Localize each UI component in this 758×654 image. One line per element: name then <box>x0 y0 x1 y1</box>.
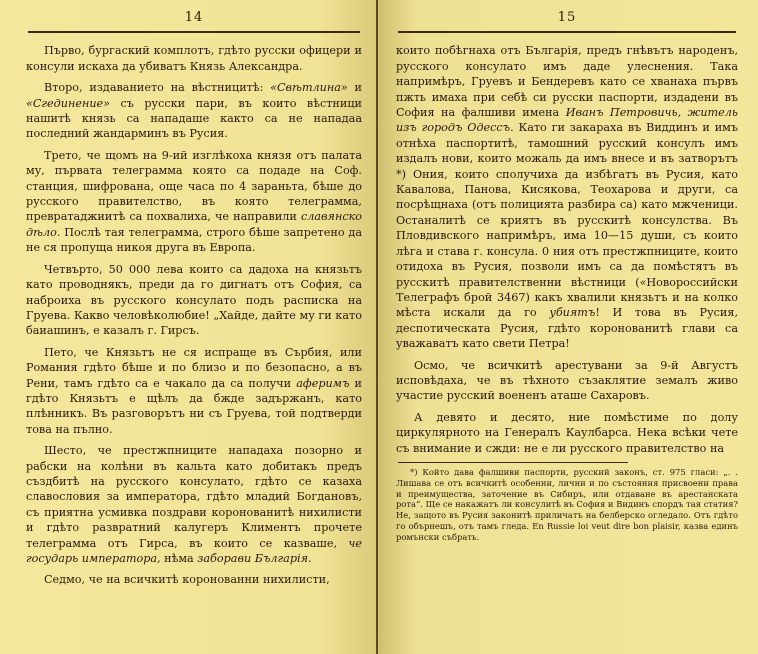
paragraph <box>396 410 738 456</box>
paragraph <box>26 43 362 74</box>
text-run: Шесто, че престжпниците нападаха позорно и рабски на колѣни въ кальта като добитакъ предъ създбитѣ на русского консулато, гдѣто се казаха славословия за императора, гдѣто младий Богдановъ, съ приятна усмивка поздрави коронованитѣ нихилисти и гдѣто развратний калугеръ Климентъ прочете телеграмма отъ Гирса, въ които се казваше, <box>26 444 362 550</box>
right-page <box>378 0 758 654</box>
italic-text: славянско дѣло. <box>26 210 362 239</box>
text-run: Като ги закараха въ Виддинъ и имъ отнѣха паспортитѣ, тамошний русский консулъ имъ издалъ нови, които можаль да имъ внесе и въ затворътъ *) Ония, които сполучиха да избѣгатъ въ Русия, като Кавалова, Панова, Кисякова, Теохарова и други, са посрѣщнаха (отъ полицията разбира са) като мжченици. Останалитѣ се криятъ въ русскитѣ консулства. Въ Пловдивского напримѣръ, има 10—15 души, съ които лѣга и става г. консула. 0 ния отъ престжпниците, които отидоха въ Русия, позволи имъ са да помѣстятъ въ русскитѣ правителственни вѣстници («Новороссийски Телеграфъ брой 3467) какъ хвалили князьтъ и на колко мѣста искали да го <box>396 121 739 320</box>
text-run: Пето, че Князьтъ не ся испраще въ Сърбия, или Романия гдѣто бѣше и по близо и по безопасно, а въ Рени, тамъ гдѣто са е чакало да са получи <box>26 345 362 390</box>
text-run: Послѣ тая телеграмма, строго бѣше запретено да не ся пропуща никоя друга въ Европа. <box>26 225 362 255</box>
footnote: *) Който дава фалшиви паспорти, русский законъ, ст. 975 гласи: „. . Лишава се отъ всичкитѣ особенни, лични и по състояния присвоени права и преимущества, заточение въ Сибиръ, или отдаване въ арестанскатa рота“. Ще се накажатъ ли консулитѣ въ София и Видинъ спордъ тая статия? Не, защото въ Русия законитѣ приличатъ на белберско огледало. Отъ гдѣто го обърнешъ, отъ тамъ гледа. En Russie loi veut dire bon plaisir, казва единъ ромънски събрать. <box>396 466 738 542</box>
italic-text: «Свѣтлина» <box>270 81 348 95</box>
italic-text: аферимъ <box>296 376 350 390</box>
footnote-rule <box>398 462 628 463</box>
italic-text: заборави Българія. <box>197 552 312 565</box>
page-number: 15 <box>557 10 577 25</box>
paragraph <box>26 345 362 437</box>
text-run: Първо, бургаский комплотъ, гдѣто русски офицери и консули искаха да убиватъ Князь Александра. <box>26 44 362 73</box>
paragraph <box>396 43 738 351</box>
right-page-body <box>396 43 738 456</box>
text-run: съ русски пари, въ които вѣстници нашитѣ князь са нападаше както са не нападаа последний жандарминъ въ Русия. <box>26 96 362 141</box>
text-run: ! И това въ Русия, деспотическата Русия, гдѣто коронованитѣ глави са уважаватъ като свети Петра! <box>396 306 739 351</box>
paragraph <box>26 443 362 566</box>
left-page <box>0 0 378 654</box>
text-run: А девято и десято, ние помѣстиме по долу циркулярното на Генералъ Каулбарса. Нека всѣки чете съ внимание и сжди: не е ли русского правителство на <box>396 410 738 455</box>
italic-text: Иванъ Петровичь, житель изъ городъ Одессъ. <box>396 106 738 135</box>
header-rule <box>28 31 360 33</box>
text-run: и <box>347 81 363 95</box>
text-run: Четвърто, 50 000 лева които са дадоха на князьтъ като проводнякъ, преди да го дигнатъ отъ София, са наброиха въ русского консулато подъ расписка на Груева. Какво человѣколюбие! „Хайде, дайте му ги като баиашинъ, е казалъ г. Гирсъ. <box>26 262 362 338</box>
left-page-body <box>26 43 362 587</box>
page-number: 14 <box>184 10 204 25</box>
text-run: които побѣгнаха отъ Българія, предъ гнѣвътъ народенъ, русского консулато имъ даде улеснения. Така напримѣръ, Груевъ и Бендеревъ като се хванаха първъ пжть имаха при себѣ си русски паспорти, издадени въ София на фалшиви имена <box>396 44 738 120</box>
text-run: Осмо, че всичкитѣ арестувани за 9-й Августъ исповѣдаха, че въ тѣхното съзаклятие земалъ живо участие русский воененъ аташе Сахаровъ. <box>396 358 738 403</box>
text-run: и гдѣто Князьтъ е щѣлъ да бжде задържанъ, като плѣнникъ. Въ разговорътъ ни съ Груева, той подтверди това на пълно. <box>26 376 363 436</box>
header-rule <box>398 31 736 33</box>
text-run: Второ, издаванието на вѣстницитѣ: <box>44 81 271 95</box>
italic-text: «Сгединение» <box>26 96 111 110</box>
paragraph <box>26 262 362 339</box>
italic-text: убиятъ <box>549 306 596 320</box>
text-run: нѣма <box>160 552 198 565</box>
text-run: Трето, че щомъ на 9-ий изглѣкоха князя отъ палата му, първата телеграмма която са подаде на Соф. станция, шифрована, още часа по 4 зараньта, бѣше до русского правителство, въ която телеграмма, превратаджиитѣ са похвалиха, че направили <box>26 148 362 224</box>
italic-text: че государь императора, <box>26 536 362 565</box>
paragraph <box>26 572 362 587</box>
text-run: Седмо, че на всичкитѣ коронованни нихилисти, <box>44 573 330 587</box>
paragraph <box>26 80 362 142</box>
paragraph <box>26 148 362 256</box>
paragraph <box>396 358 738 404</box>
